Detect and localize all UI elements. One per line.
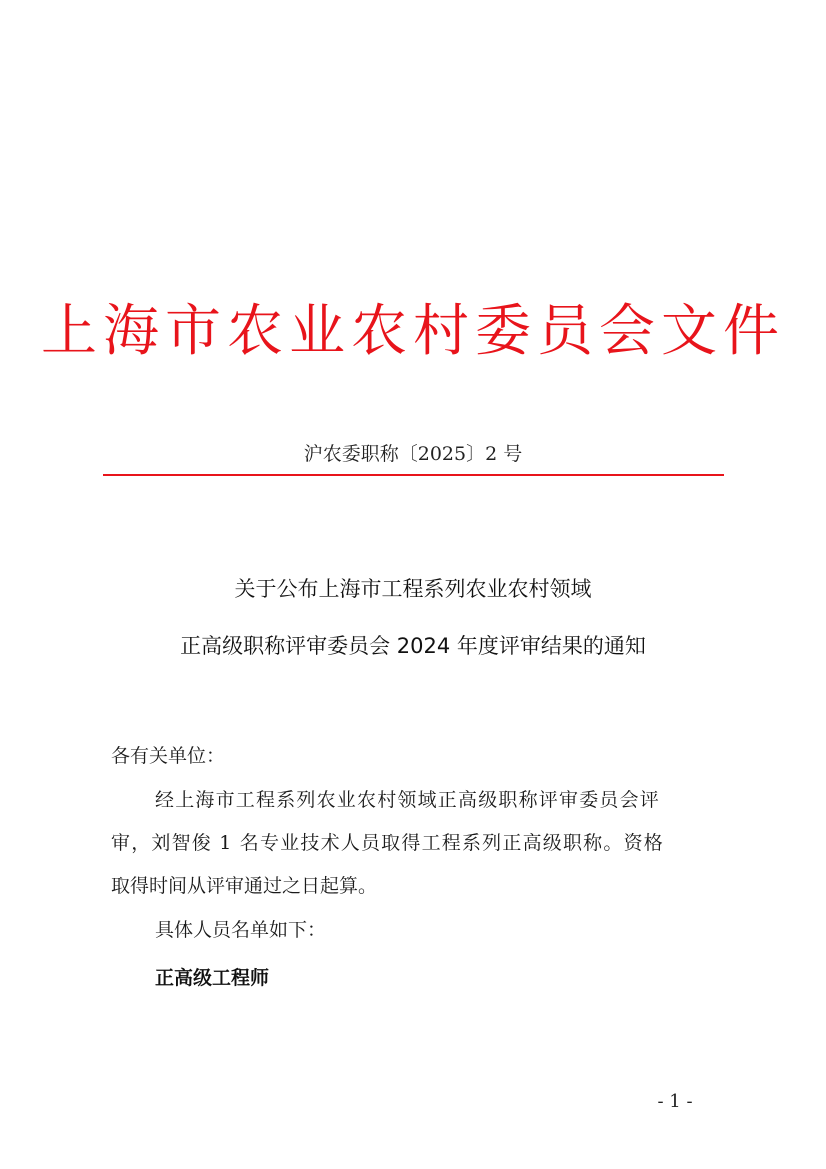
body-paragraph-line-1: 经上海市工程系列农业农村领域正高级职称评审委员会评 <box>155 789 661 811</box>
body-paragraph-line-2: 审，刘智俊 1 名专业技术人员取得工程系列正高级职称。资格 <box>111 832 664 854</box>
section-heading: 正高级工程师 <box>155 967 270 989</box>
salutation: 各有关单位： <box>111 745 226 767</box>
document-number: 沪农委职称〔2025〕2 号 <box>303 443 523 465</box>
red-divider-line <box>103 474 724 476</box>
masthead-title: 上海市农业农村委员会文件 <box>41 299 785 364</box>
body-paragraph-line-3: 取得时间从评审通过之日起算。 <box>111 875 378 897</box>
notice-title-line-2: 正高级职称评审委员会 2024 年度评审结果的通知 <box>180 634 646 658</box>
notice-title-line-1: 关于公布上海市工程系列农业农村领域 <box>234 577 592 601</box>
page-number: - 1 - <box>657 1091 693 1112</box>
list-intro: 具体人员名单如下： <box>155 919 327 941</box>
